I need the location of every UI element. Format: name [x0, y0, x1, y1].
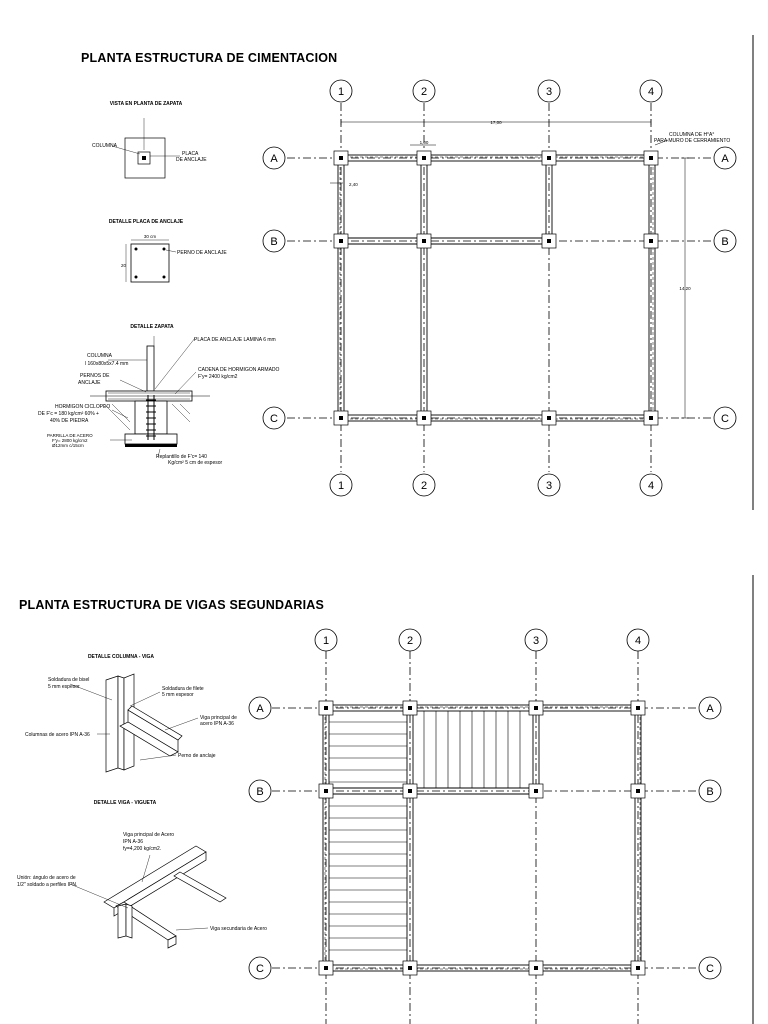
lbl-sold-filete-1: Soldadura de filete	[162, 686, 204, 692]
lbl-pernos-de: PERNOS DE	[80, 373, 110, 379]
grid-label-a-left: A	[270, 153, 278, 165]
grid-label-2-top: 2	[420, 86, 428, 98]
p2-grid-label-4: 4	[634, 635, 642, 647]
plan1-title: PLANTA ESTRUCTURA DE CIMENTACION	[81, 51, 338, 65]
lbl-sold-filete-2: 5 mm espesor	[162, 692, 194, 698]
p2-grid-label-2: 2	[406, 635, 414, 647]
lbl-sold-bisel-2: 5 mm espesor	[48, 684, 80, 690]
p2-grid-label-b-right: B	[706, 786, 714, 798]
lbl-union-1: Unión: ángulo de acero de	[17, 875, 76, 881]
lbl-parrilla-2: F'y= 2800 kg/cm2	[52, 438, 88, 443]
lbl-vp-acero-1: Viga principal de Acero	[123, 832, 175, 838]
detail-placa-anclaje	[109, 219, 228, 282]
lbl-anclaje: ANCLAJE	[78, 380, 101, 386]
lbl-replantillo-2: Kg/cm² 5 cm de espesor	[168, 460, 223, 466]
lbl-cadena: CADENA DE HORMIGON ARMADO	[198, 367, 280, 373]
p2-grid-label-c-right: C	[706, 963, 714, 975]
grid-label-b-right: B	[721, 236, 729, 248]
p2-grid-label-c-left: C	[256, 963, 264, 975]
lbl-viga-secundaria: Viga secundaria de Acero	[210, 926, 267, 932]
lbl-union-2: 1/2" soldado a perfiles IPN.	[17, 882, 78, 888]
lbl-hormigon-3: 40% DE PIEDRA	[50, 418, 89, 424]
grid-label-1-top: 1	[337, 86, 345, 98]
detail-viga-vigueta	[17, 800, 267, 948]
lbl-viga-principal-2: acero IPN A-36	[200, 721, 234, 727]
lbl-vp-acero-3: fy=4,200 kg/cm2.	[123, 846, 162, 852]
lbl-perno-anclaje: PERNO DE ANCLAJE	[177, 250, 227, 256]
lbl-replantillo-1: Replantillo de F'c= 140	[156, 454, 207, 460]
detail-vista-zapata	[92, 101, 207, 178]
grid-label-c-right: C	[721, 413, 729, 425]
detail-title-vista-zapata: VISTA EN PLANTA DE ZAPATA	[109, 101, 183, 107]
plan2-title: PLANTA ESTRUCTURA DE VIGAS SEGUNDARIAS	[19, 598, 325, 612]
lbl-hormigon-2: DE F'c = 180 kg/cm² 60% +	[38, 411, 99, 417]
grid-label-a-right: A	[721, 153, 729, 165]
grid-label-b-left: B	[270, 236, 278, 248]
lbl-de-anclaje: DE ANCLAJE	[176, 157, 207, 163]
dim-total-y: 14,20	[679, 286, 691, 291]
grid-label-3-bottom: 3	[545, 480, 553, 492]
lbl-sold-bisel-1: Soldadura de bisel	[48, 677, 90, 683]
dim-d2: 2,40	[349, 182, 358, 187]
detail-title-zapata: DETALLE ZAPATA	[130, 324, 174, 330]
lbl-placa-lamina: PLACA DE ANCLAJE LAMINA 6 mm	[194, 337, 276, 343]
dim-total-x: 17,00	[490, 120, 502, 125]
dim-30cm: 30 cm	[143, 234, 157, 239]
col-note-2: PARA MURO DE CERRAMIENTO	[654, 138, 731, 144]
p2-grid-label-1: 1	[322, 635, 330, 647]
lbl-columnas-acero: Columnas de acero IPN A-36	[25, 732, 90, 738]
p2-grid-label-a-left: A	[256, 703, 264, 715]
dim-20: 20	[121, 263, 127, 268]
detail-zapata	[38, 324, 280, 466]
grid-label-2-bottom: 2	[420, 480, 428, 492]
p2-grid-label-b-left: B	[256, 786, 264, 798]
detail-columna-viga	[25, 654, 237, 772]
lbl-perno-anclaje-2: Perno de anclaje	[178, 753, 216, 759]
lbl-hormigon-1: HORMIGON CICLOPEO	[55, 404, 111, 410]
p2-grid-label-a-right: A	[706, 703, 714, 715]
lbl-columna: COLUMNA	[92, 143, 118, 149]
grid-label-1-bottom: 1	[337, 480, 345, 492]
grid-label-4-bottom: 4	[647, 480, 655, 492]
grid-label-4-top: 4	[647, 86, 655, 98]
lbl-columna-z: COLUMNA	[87, 353, 113, 359]
lbl-vp-acero-2: IPN A-36	[123, 839, 144, 845]
detail-title-viga-vigueta: DETALLE VIGA - VIGUETA	[93, 800, 157, 806]
dim-d1: 1,00	[419, 140, 429, 145]
lbl-parrilla-1: PARRILLA DE ACERO	[47, 433, 93, 438]
detail-title-placa-anclaje: DETALLE PLACA DE ANCLAJE	[108, 219, 184, 225]
col-note-1: COLUMNA DE H°A°	[669, 132, 715, 138]
lbl-fc-2400: F'y= 2400 kg/cm2	[198, 374, 238, 380]
lbl-viga-principal-1: Viga principal de	[200, 715, 237, 721]
lbl-columna-dims: l 160x80x5x7.4 mm	[85, 361, 129, 367]
detail-title-columna-viga: DETALLE COLUMNA - VIGA	[87, 654, 155, 660]
plan1-foundation	[263, 80, 736, 496]
plan2-beams	[249, 629, 721, 1024]
grid-label-3-top: 3	[545, 86, 553, 98]
lbl-parrilla-3: Ø12mm c/15cm	[52, 443, 84, 448]
lbl-placa: PLACA	[182, 151, 199, 157]
grid-label-c-left: C	[270, 413, 278, 425]
p2-grid-label-3: 3	[532, 635, 540, 647]
